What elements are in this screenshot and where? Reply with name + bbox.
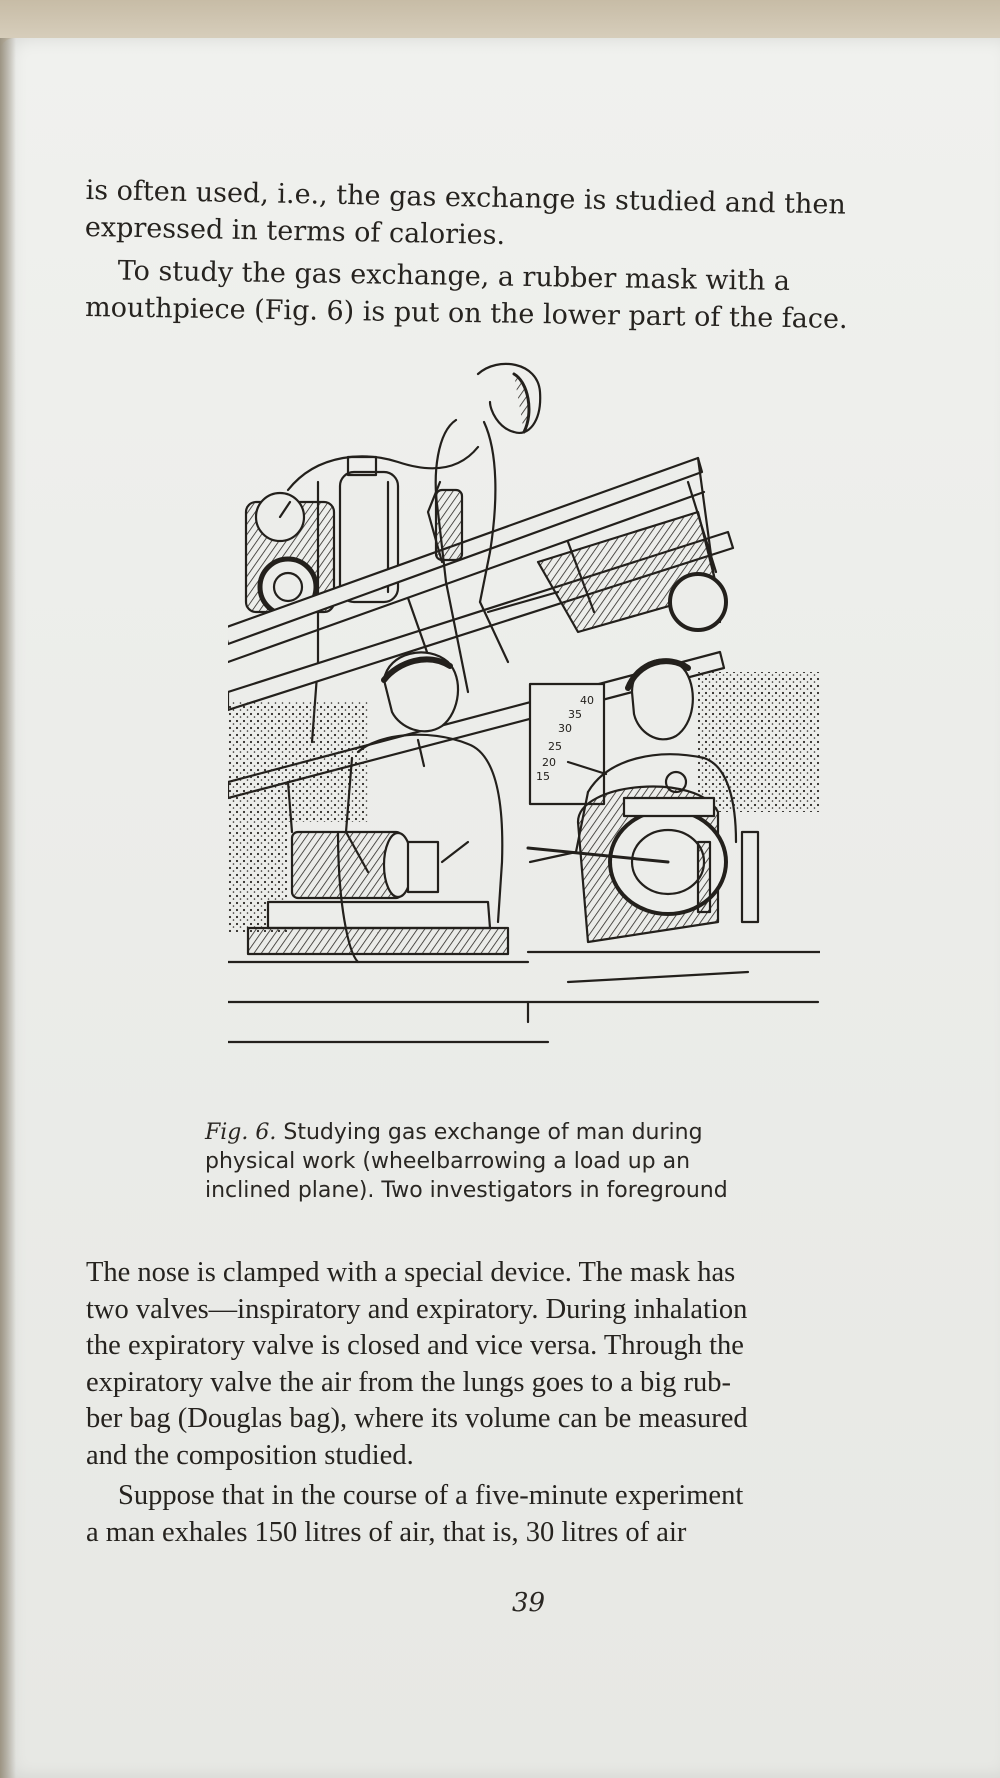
scale-number: 40 [580, 694, 594, 707]
text-line: ber bag (Douglas bag), where its volume can be measured [86, 1403, 748, 1434]
scale-number: 20 [542, 756, 556, 769]
text-line: is often used, i.e., the gas exchange is studied and then [85, 174, 847, 221]
figure-caption [205, 1118, 851, 1205]
text-line: Suppose that in the course of a five-minute experiment [118, 1480, 744, 1511]
text-line: mouthpiece (Fig. 6) is put on the lower part of the face. [84, 291, 848, 335]
caption-line: Studying gas exchange of man during [283, 1120, 703, 1145]
text-line: the expiratory valve is closed and vice versa. Through the [86, 1330, 744, 1361]
figure-6-illustration [228, 362, 820, 1080]
text-line: expiratory valve the air from the lungs goes to a big rub- [86, 1366, 732, 1398]
paragraph-4 [86, 1478, 962, 1551]
page-number: 39 [512, 1588, 546, 1618]
text-line: two valves—inspiratory and expiratory. During inhalation [86, 1293, 748, 1325]
caption-line: inclined plane). Two investigators in foreground [205, 1178, 728, 1203]
text-line: The nose is clamped with a special device. The mask has [86, 1257, 736, 1288]
caption-line: physical work (wheelbarrowing a load up an [205, 1149, 691, 1174]
scale-number: 15 [536, 770, 550, 783]
scale-number: 30 [558, 722, 572, 735]
scale-number: 35 [568, 708, 582, 721]
scale-panel [530, 684, 606, 804]
page-gutter-shadow [0, 38, 16, 1778]
text-line: and the composition studied. [86, 1439, 414, 1471]
paragraph-2 [85, 252, 962, 340]
text-line: a man exhales 150 litres of air, that is, 30 litres of air [86, 1516, 687, 1548]
paragraph-3 [86, 1255, 962, 1474]
figure-label: Fig. 6. [205, 1120, 277, 1145]
scale-number: 25 [548, 740, 562, 753]
text-line: expressed in terms of calories. [84, 211, 506, 252]
text-line: To study the gas exchange, a rubber mask with a [117, 255, 791, 298]
